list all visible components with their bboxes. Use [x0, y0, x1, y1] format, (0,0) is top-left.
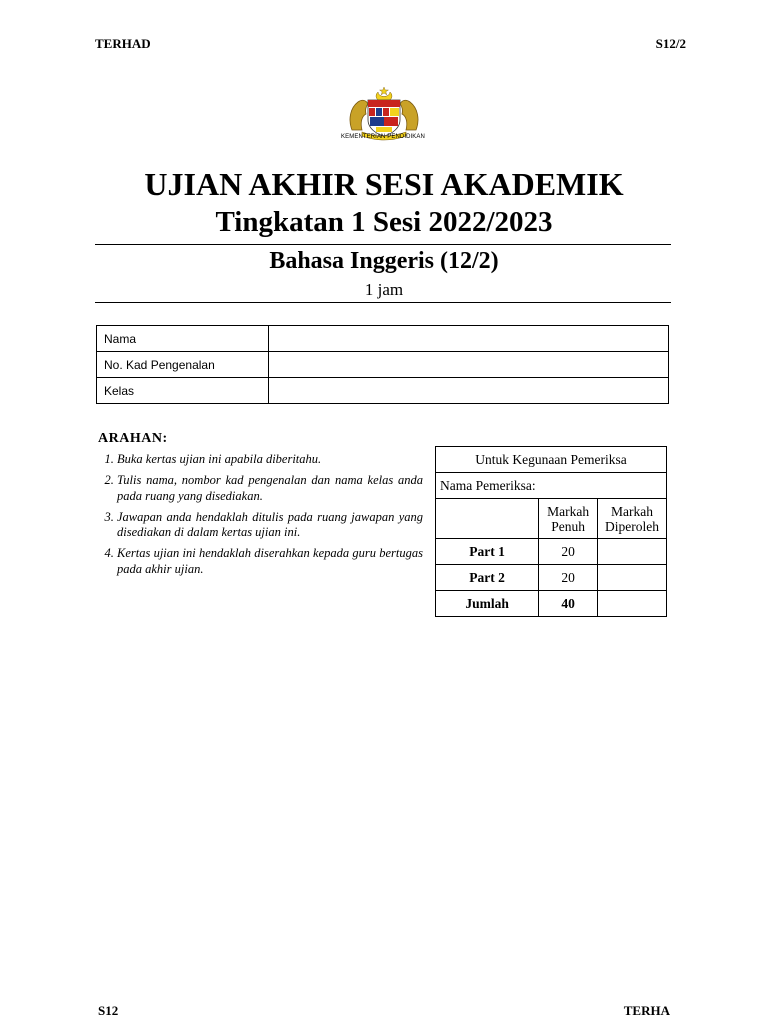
- col-full-line1: Markah: [547, 503, 590, 519]
- part-label: Part 2: [436, 565, 539, 591]
- table-row-total: [436, 591, 667, 617]
- instructions-list: [100, 452, 423, 583]
- info-row-class: [97, 378, 669, 404]
- footer-right-label: TERHA: [623, 1003, 670, 1018]
- examiner-name-field[interactable]: Nama Pemeriksa:: [436, 473, 667, 499]
- table-row: [436, 539, 667, 565]
- part-label: Part 1: [436, 539, 539, 565]
- instructions-heading: ARAHAN:: [98, 431, 168, 446]
- col-header-full-marks: [539, 499, 598, 539]
- name-field[interactable]: [269, 326, 669, 352]
- instruction-item: 4. Kertas ujian ini hendaklah diserahkan kepada guru bertugas pada akhir ujian.: [117, 546, 423, 577]
- exam-title: UJIAN AKHIR SESI AKADEMIK: [144, 166, 624, 202]
- exam-subtitle: Tingkatan 1 Sesi 2022/2023: [215, 206, 553, 238]
- subject-title: Bahasa Inggeris (12/2): [269, 248, 499, 274]
- examiner-table: [435, 446, 667, 617]
- examiner-header-blank: [436, 499, 539, 539]
- examiner-table-title: Untuk Kegunaan Pemeriksa: [436, 447, 667, 473]
- info-label: No. Kad Pengenalan: [97, 352, 269, 378]
- crest-caption: KEMENTERIAN PENDIDIKAN: [341, 134, 425, 140]
- info-row-ic: [97, 352, 669, 378]
- total-label: Jumlah: [436, 591, 539, 617]
- part-full-marks: 20: [539, 565, 598, 591]
- table-row: [436, 565, 667, 591]
- student-info-table: [96, 325, 669, 404]
- title-divider-top: [95, 244, 671, 245]
- instruction-item: 3. Jawapan anda hendaklah ditulis pada ruang jawapan yang disediakan di dalam kertas ujian ini.: [117, 510, 423, 541]
- header-right-code: S12/2: [655, 36, 686, 51]
- part-full-marks: 20: [539, 539, 598, 565]
- class-field[interactable]: [269, 378, 669, 404]
- info-row-name: [97, 326, 669, 352]
- title-divider-bottom: [95, 302, 671, 303]
- instruction-item: 1. Buka kertas ujian ini apabila diberitahu.: [117, 452, 423, 468]
- info-label: Nama: [97, 326, 269, 352]
- header-left-label: TERHAD: [95, 36, 151, 51]
- total-full-marks: 40: [539, 591, 598, 617]
- total-obtained-marks[interactable]: [598, 591, 667, 617]
- part-obtained-marks[interactable]: [598, 539, 667, 565]
- col-header-obtained-marks: [598, 499, 667, 539]
- footer-left-code: S12: [98, 1003, 119, 1018]
- instruction-item: 2. Tulis nama, nombor kad pengenalan dan nama kelas anda pada ruang yang disediakan.: [117, 473, 423, 504]
- part-obtained-marks[interactable]: [598, 565, 667, 591]
- exam-duration: 1 jam: [364, 280, 404, 299]
- col-got-line1: Markah: [611, 503, 654, 519]
- col-got-line2: Diperoleh: [605, 518, 660, 534]
- col-full-line2: Penuh: [551, 518, 586, 534]
- ic-number-field[interactable]: [269, 352, 669, 378]
- info-label: Kelas: [97, 378, 269, 404]
